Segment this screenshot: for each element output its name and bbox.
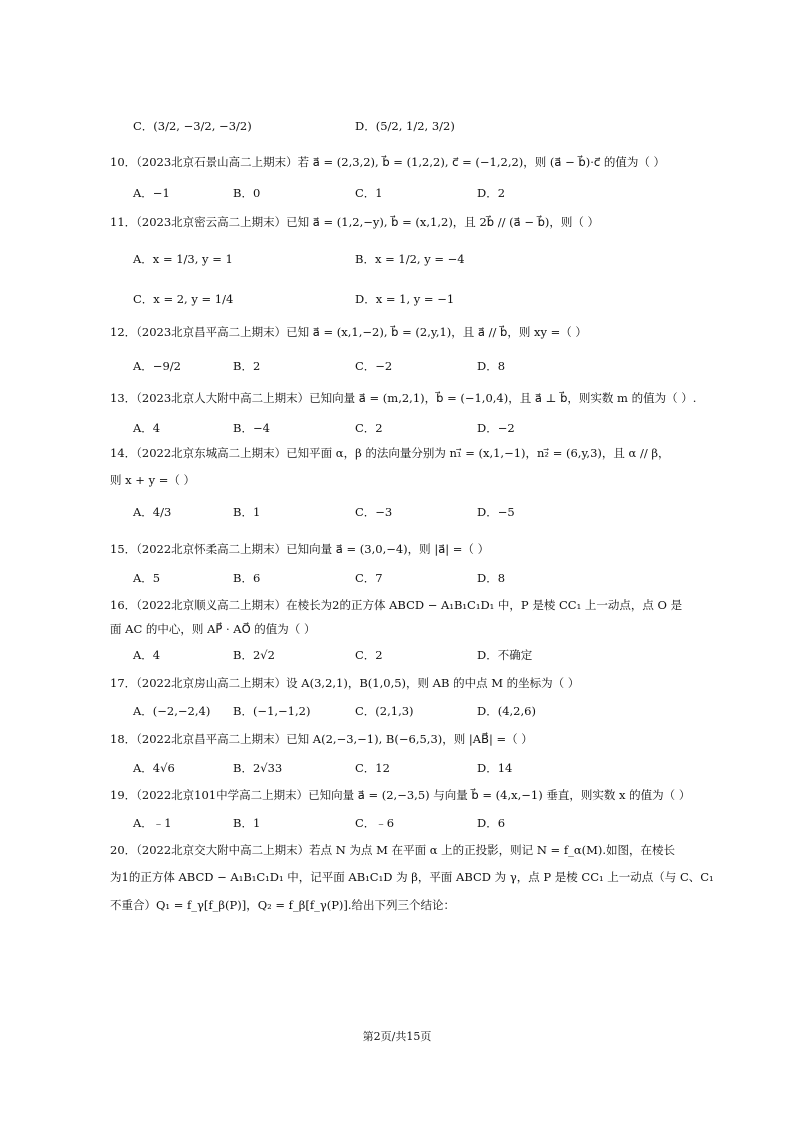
q18-option-b: B．2√33: [233, 761, 283, 775]
q11-options-row2: [133, 291, 693, 311]
q13-option-b: B．−4: [233, 421, 270, 435]
q13-stem: 13．（2023北京人大附中高二上期末）已知向量 a⃗ = (m,2,1)，b⃗ = (−1,0,4)，且 a⃗ ⊥ b⃗，则实数 m 的值为（ ）.: [110, 391, 697, 405]
q13-option-d: D．−2: [477, 421, 515, 435]
q17-options: [133, 703, 693, 723]
q14-options: [133, 504, 693, 524]
q20-stem-cont2: 不重合）Q₁ = f_γ[f_β(P)]，Q₂ = f_β[f_γ(P)].给出下列三个结论：: [110, 898, 456, 912]
q11-stem: 11．（2023北京密云高二上期末）已知 a⃗ = (1,2,−y), b⃗ = (x,1,2)，且 2b⃗ // (a⃗ − b⃗)，则（ ）: [110, 215, 600, 229]
q10-options: [133, 185, 693, 205]
q10-stem: 10．（2023北京石景山高二上期末）若 a⃗ = (2,3,2), b⃗ = (1,2,2), c⃗ = (−1,2,2)，则 (a⃗ − b⃗)·c⃗ 的值为（ ）: [110, 155, 665, 169]
q12-option-c: C．−2: [355, 359, 393, 373]
q15-option-c: C．7: [355, 571, 383, 585]
q18-option-a: A．4√6: [133, 761, 175, 775]
q11-option-a: A．x = 1/3, y = 1: [133, 252, 233, 266]
q16-options: [133, 647, 693, 667]
q20-stem-cont: 为1的正方体 ABCD − A₁B₁C₁D₁ 中，记平面 AB₁C₁D 为 β，平面 ABCD 为 γ，点 P 是棱 CC₁ 上一动点（与 C、C₁: [110, 870, 714, 884]
q19-option-a: A．﹣1: [133, 816, 172, 830]
q9-options: [133, 118, 693, 138]
q17-option-d: D．(4,2,6): [477, 704, 536, 718]
q17-option-c: C．(2,1,3): [355, 704, 414, 718]
q11-option-b: B．x = 1/2, y = −4: [355, 252, 465, 266]
q19-options: [133, 815, 693, 835]
q14-stem-cont: 则 x + y =（ ）: [110, 473, 196, 487]
q12-options: [133, 358, 693, 378]
q11-option-d: D．x = 1, y = −1: [355, 292, 455, 306]
q14-option-c: C．−3: [355, 505, 393, 519]
q12-stem: 12．（2023北京昌平高二上期末）已知 a⃗ = (x,1,−2), b⃗ = (2,y,1)，且 a⃗ // b⃗，则 xy =（ ）: [110, 325, 587, 339]
q15-option-b: B．6: [233, 571, 261, 585]
q9-option-d: D．(5/2, 1/2, 3/2): [355, 119, 455, 133]
q19-option-c: C．﹣6: [355, 816, 395, 830]
q14-option-d: D．−5: [477, 505, 515, 519]
q10-option-a: A．−1: [133, 186, 170, 200]
q9-option-c: C．(3/2, −3/2, −3/2): [133, 119, 252, 133]
q14-option-a: A．4/3: [133, 505, 172, 519]
q14-option-b: B．1: [233, 505, 261, 519]
q13-options: [133, 420, 693, 440]
q13-option-a: A．4: [133, 421, 161, 435]
q15-option-d: D．8: [477, 571, 506, 585]
q12-option-b: B．2: [233, 359, 261, 373]
q10-option-d: D．2: [477, 186, 506, 200]
q18-option-d: D．14: [477, 761, 513, 775]
q16-stem: 16．（2022北京顺义高二上期末）在棱长为2的正方体 ABCD − A₁B₁C₁D₁ 中，P 是棱 CC₁ 上一动点，点 O 是: [110, 598, 683, 612]
q12-option-a: A．−9/2: [133, 359, 181, 373]
q11-options-row1: [133, 251, 693, 271]
q15-options: [133, 570, 693, 590]
q18-options: [133, 760, 693, 780]
q18-option-c: C．12: [355, 761, 390, 775]
q12-option-d: D．8: [477, 359, 506, 373]
q10-option-b: B．0: [233, 186, 261, 200]
q15-stem: 15．（2022北京怀柔高二上期末）已知向量 a⃗ = (3,0,−4)，则 |a⃗| =（ ）: [110, 542, 490, 556]
q15-option-a: A．5: [133, 571, 161, 585]
q17-option-a: A．(−2,−2,4): [133, 704, 211, 718]
q16-stem-cont: 面 AC 的中心，则 AP⃗ · AO⃗ 的值为（ ）: [110, 622, 316, 636]
q19-option-b: B．1: [233, 816, 261, 830]
page-footer: 第2页/共15页: [362, 1030, 432, 1043]
q10-option-c: C．1: [355, 186, 383, 200]
q19-stem: 19．（2022北京101中学高二上期末）已知向量 a⃗ = (2,−3,5) 与向量 b⃗ = (4,x,−1) 垂直，则实数 x 的值为（ ）: [110, 788, 691, 802]
q20-stem: 20．（2022北京交大附中高二上期末）若点 N 为点 M 在平面 α 上的正投影，则记 N = f_α(M).如图，在棱长: [110, 843, 676, 857]
q16-option-d: D．不确定: [477, 648, 533, 662]
q16-option-b: B．2√2: [233, 648, 275, 662]
q16-option-a: A．4: [133, 648, 161, 662]
q11-option-c: C．x = 2, y = 1/4: [133, 292, 234, 306]
q14-stem: 14．（2022北京东城高二上期末）已知平面 α，β 的法向量分别为 n₁⃗ = (x,1,−1)，n₂⃗ = (6,y,3)，且 α // β，: [110, 446, 670, 460]
q17-option-b: B．(−1,−1,2): [233, 704, 311, 718]
q13-option-c: C．2: [355, 421, 383, 435]
q16-option-c: C．2: [355, 648, 383, 662]
q18-stem: 18．（2022北京昌平高二上期末）已知 A(2,−3,−1), B(−6,5,3)，则 |AB⃗| =（ ）: [110, 732, 533, 746]
q19-option-d: D．6: [477, 816, 506, 830]
q17-stem: 17．（2022北京房山高二上期末）设 A(3,2,1)，B(1,0,5)，则 AB 的中点 M 的坐标为（ ）: [110, 676, 580, 690]
